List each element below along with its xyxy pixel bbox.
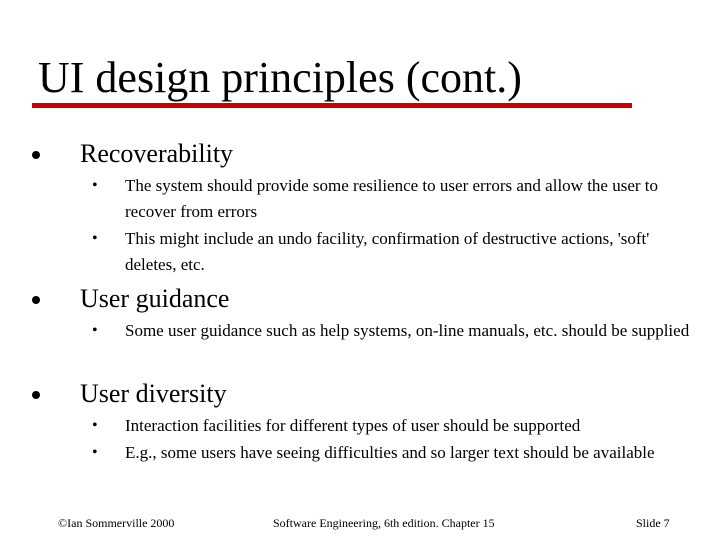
section-heading: User diversity [80,379,227,408]
bullet-point: Interaction facilities for different types of user should be supported [125,416,581,435]
bullet-point: Some user guidance such as help systems, on-line manuals, etc. should be supplied [125,321,690,340]
section-bullet-icon [32,296,40,304]
bullet-point: E.g., some users have seeing difficulties and so larger text should be available [125,443,655,462]
footer-book-reference: Software Engineering, 6th edition. Chapter 15 [273,516,495,530]
footer-slide-number: Slide 7 [636,516,670,530]
sub-bullet-icon: • [92,322,98,339]
slide-title: UI design principles (cont.) [38,53,522,102]
bullet-point: The system should provide some resilience to user errors and allow the user to recover from errors [125,176,659,221]
sub-bullet-icon: • [92,417,98,434]
sub-bullet-icon: • [92,177,98,194]
section-bullet-icon [32,151,40,159]
title-underline [32,103,632,108]
section-heading: Recoverability [80,139,234,168]
sub-bullet-icon: • [92,230,98,247]
section-bullet-icon [32,391,40,399]
sub-bullet-icon: • [92,444,98,461]
footer-copyright: ©Ian Sommerville 2000 [58,516,175,530]
bullet-point: This might include an undo facility, confirmation of destructive actions, 'soft' deletes, etc. [125,229,650,274]
section-heading: User guidance [80,284,230,313]
